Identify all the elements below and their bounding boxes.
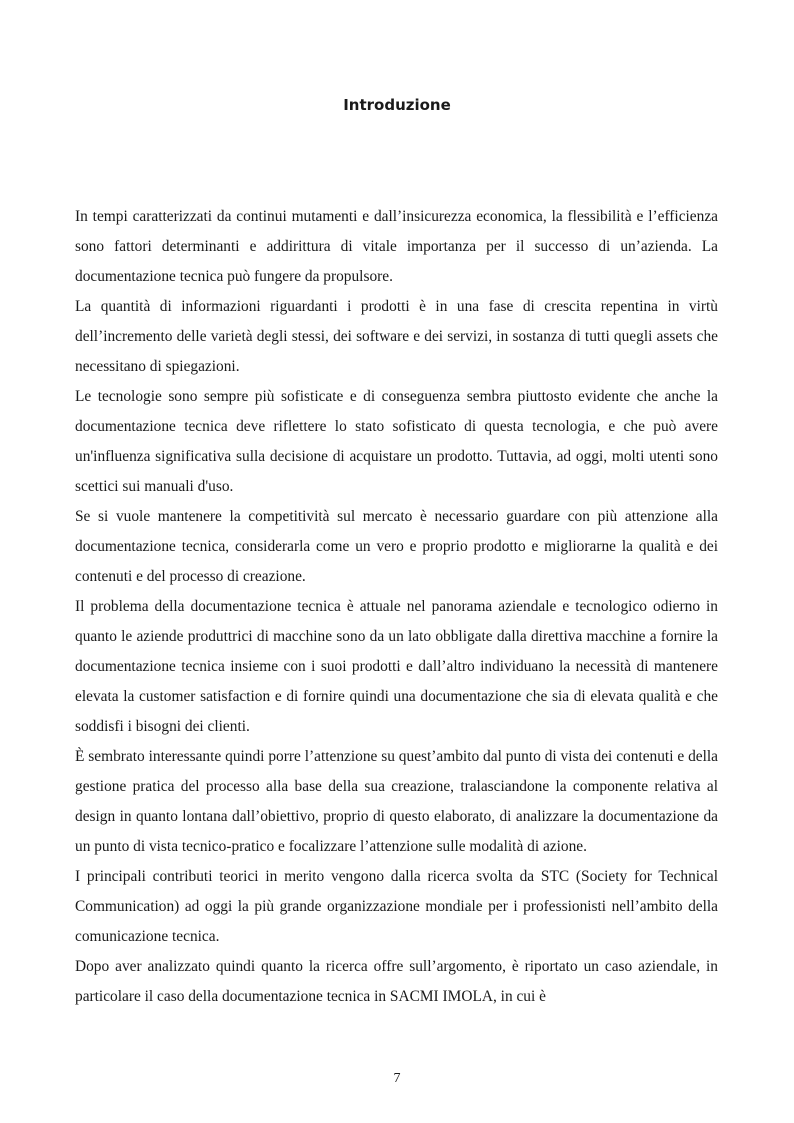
page-title: Introduzione — [343, 96, 451, 114]
paragraph-5: Il problema della documentazione tecnica è attuale nel panorama aziendale e tecnologico odierno in quanto le aziende produttrici di macchine sono da un lato obbligate dalla direttiva macchine a fornire la documentazione tecnica insieme con i suoi prodotti e dall’altro individuano la necessità di mantenere elevata la customer satisfaction e di fornire quindi una documentazione che sia di elevata qualità e che soddisfi i bisogni dei clienti. — [75, 598, 718, 735]
paragraph-3: Le tecnologie sono sempre più sofisticate e di conseguenza sembra piuttosto evidente che anche la documentazione tecnica deve riflettere lo stato sofisticato di questa tecnologia, e che può avere un'influenza significativa sulla decisione di acquistare un prodotto. Tuttavia, ad oggi, molti utenti sono scettici sui manuali d'uso. — [75, 388, 718, 495]
page-number: 7 — [393, 1071, 401, 1086]
body-text — [75, 202, 718, 1012]
paragraph-6: È sembrato interessante quindi porre l’attenzione su quest’ambito dal punto di vista dei contenuti e della gestione pratica del processo alla base della sua creazione, tralasciandone la componente relativa al design in quanto lontana dall’obiettivo, proprio di questo elaborato, di analizzare la documentazione da un punto di vista tecnico-pratico e focalizzare l’attenzione sulle modalità di azione. — [75, 748, 718, 855]
paragraph-2: La quantità di informazioni riguardanti i prodotti è in una fase di crescita repentina in virtù dell’incremento delle varietà degli stessi, dei software e dei servizi, in sostanza di tutti quegli assets che necessitano di spiegazioni. — [75, 298, 718, 375]
paragraph-8: Dopo aver analizzato quindi quanto la ricerca offre sull’argomento, è riportato un caso aziendale, in particolare il caso della documentazione tecnica in SACMI IMOLA, in cui è — [75, 958, 718, 1005]
paragraph-4: Se si vuole mantenere la competitività sul mercato è necessario guardare con più attenzione alla documentazione tecnica, considerarla come un vero e proprio prodotto e migliorarne la qualità e dei contenuti e del processo di creazione. — [75, 508, 718, 585]
paragraph-1: In tempi caratterizzati da continui mutamenti e dall’insicurezza economica, la flessibilità e l’efficienza sono fattori determinanti e addirittura di vitale importanza per il successo di un’azienda. La documentazione tecnica può fungere da propulsore. — [75, 208, 718, 285]
paragraph-7: I principali contributi teorici in merito vengono dalla ricerca svolta da STC (Society for Technical Communication) ad oggi la più grande organizzazione mondiale per i professionisti nell’ambito della comunicazione tecnica. — [75, 868, 718, 945]
